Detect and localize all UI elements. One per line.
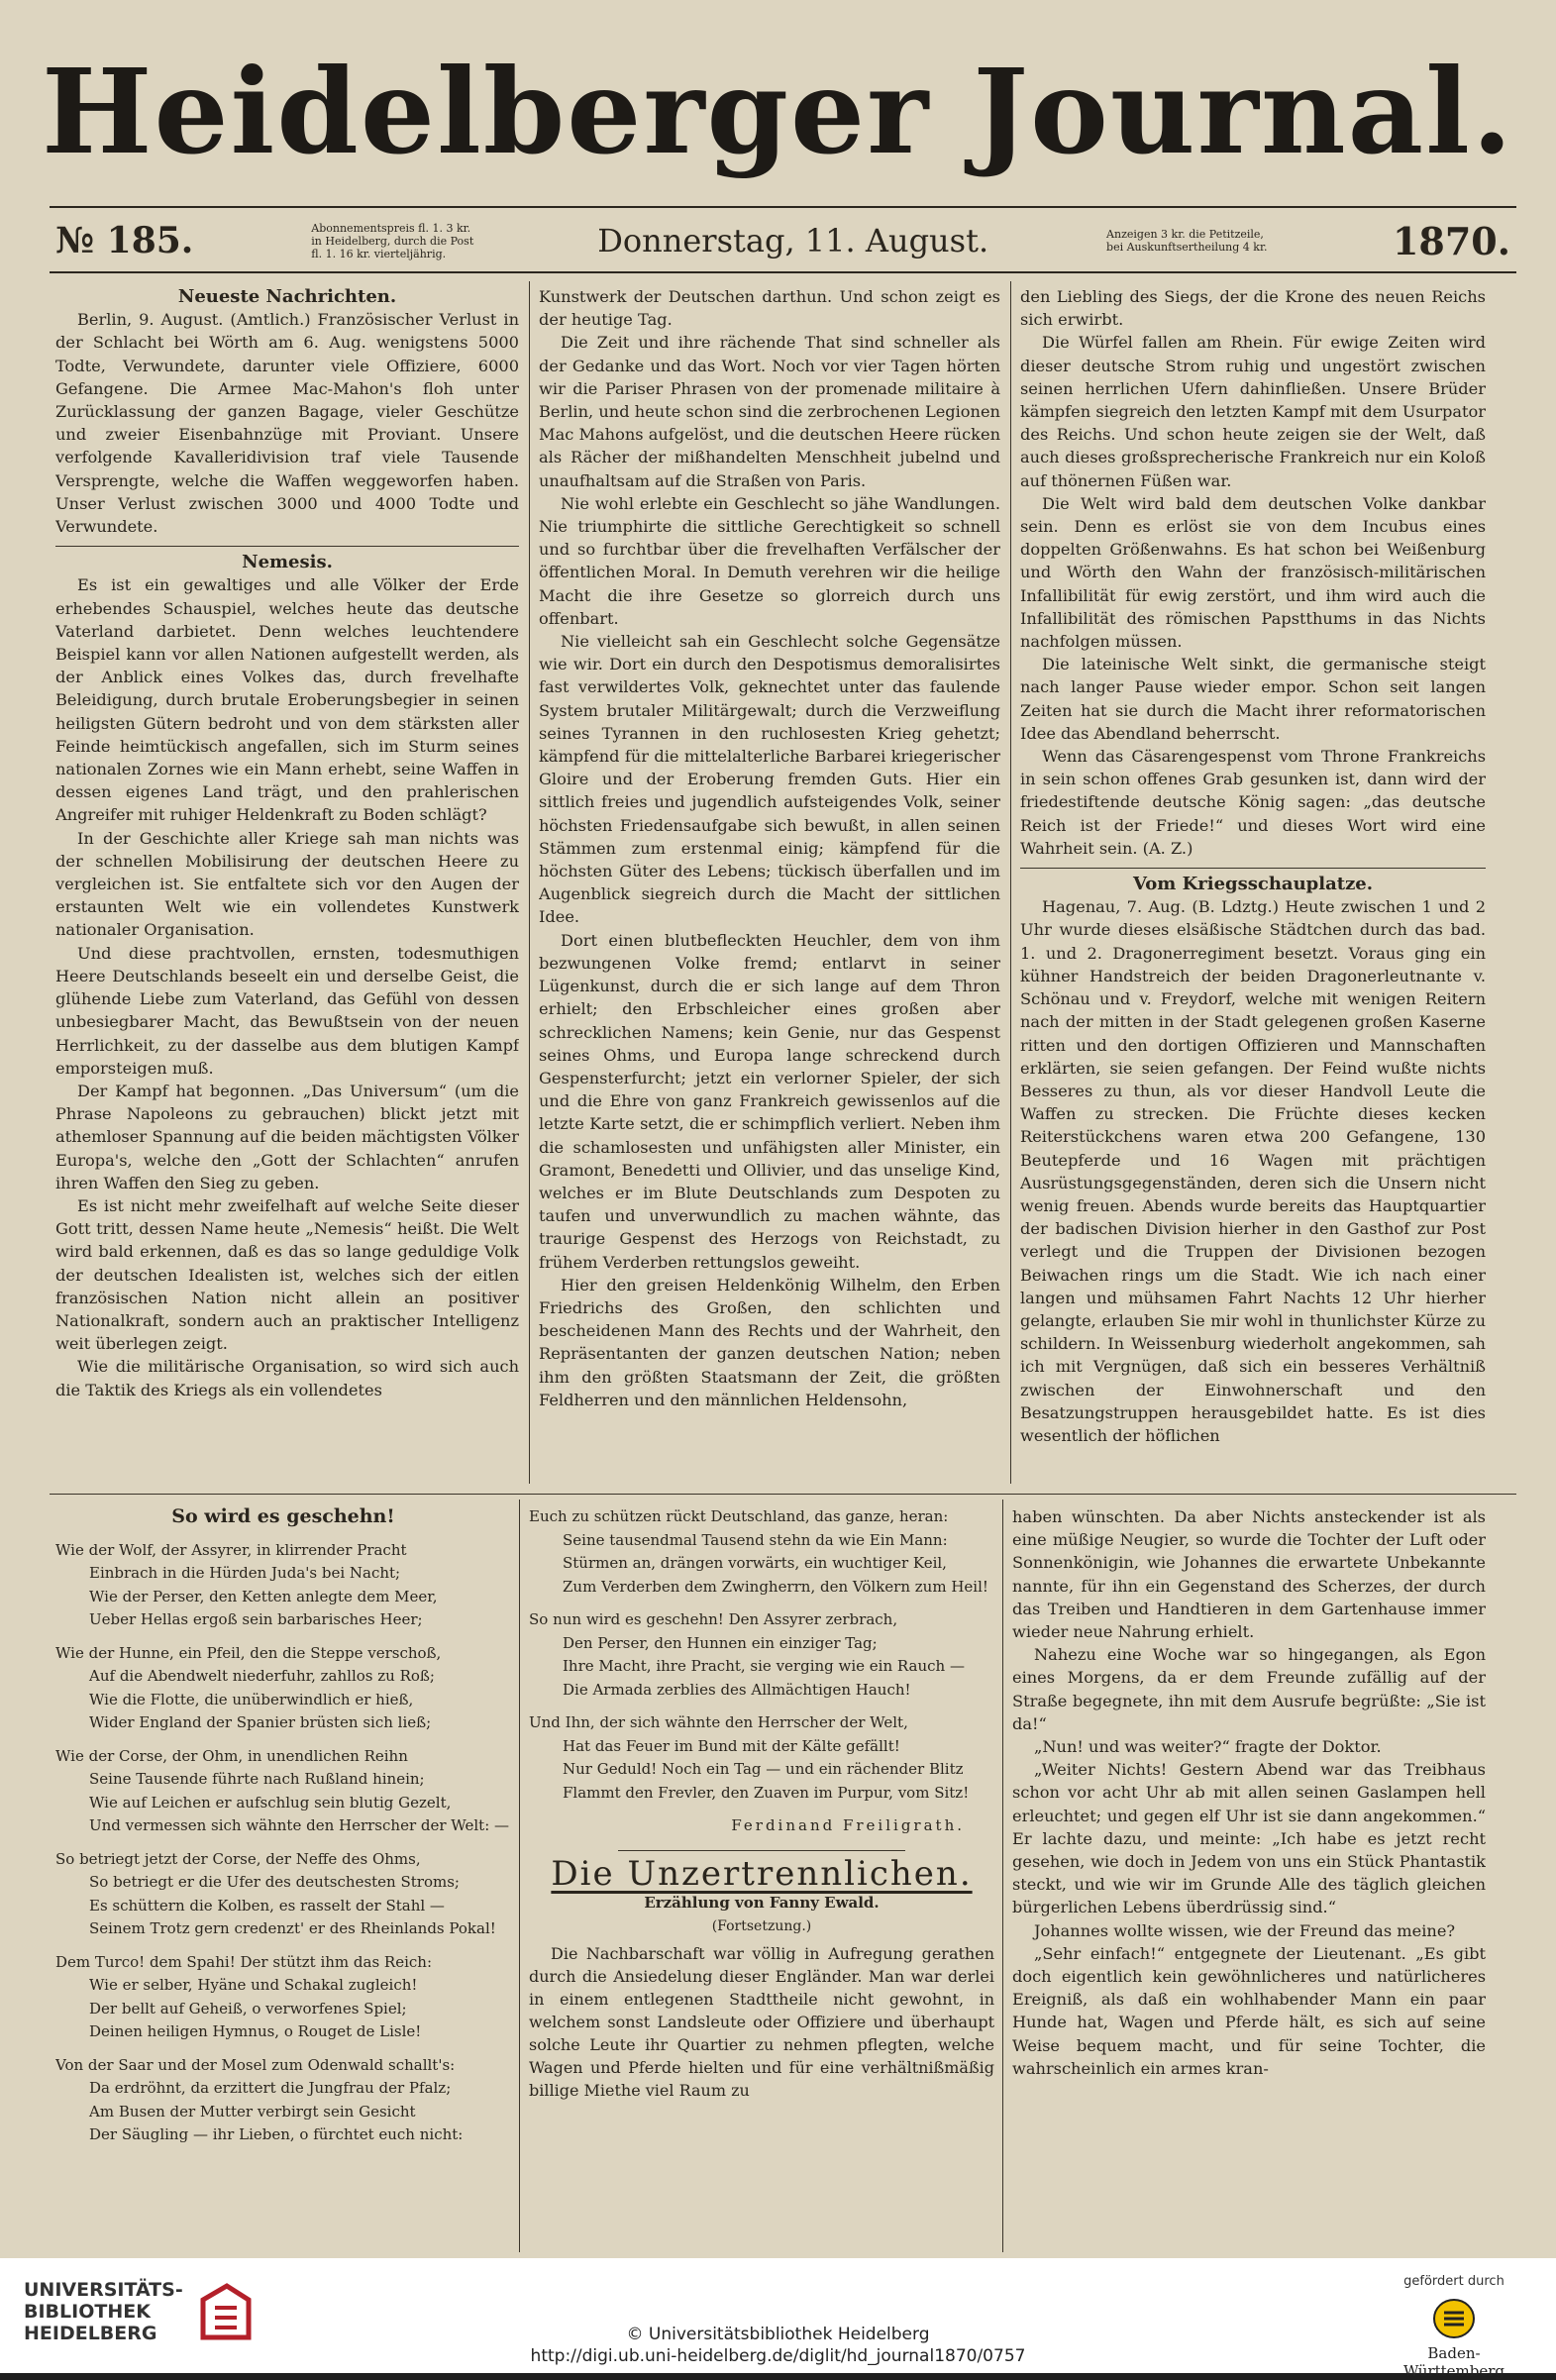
paragraph: Die Zeit und ihre rächende That sind schneller als der Gedanke und das Wort. Noch vor vier Tagen hörten wir die Pariser Phrasen von der promenade militaire à Berlin, und heute schon sind die zerbrochenen Legionen Mac Mahons aufgelöst, und die deutschen Heere rücken als Rächer der mißhandelten Menschheit jubelnd und unaufhaltsam auf die Straßen von Paris. [539,333,1000,490]
serial-continued: (Fortsetzung.) [711,1917,812,1934]
state-crest-icon [1430,2297,1478,2340]
poem-line: So betriegt er die Ufer des deutschesten Stroms; [89,1873,460,1891]
poem-line: Hat das Feuer im Bund mit der Kälte gefällt! [563,1736,900,1755]
ad-rates-note: Anzeigen 3 kr. die Petitzeile, bei Auskunftsertheilung 4 kr. [1106,228,1268,254]
issue-year: 1870. [1392,218,1510,263]
paragraph: Nahezu eine Woche war so hingegangen, als Egon eines Morgens, da er dem Freunde zufällig auf der Straße begegnete, ihn mit dem Ausrufe begrüßte: „Sie ist da!“ [1012,1645,1486,1733]
column-divider [519,1500,520,2252]
poem-line: Euch zu schützen rückt Deutschland, das ganze, heran: [529,1507,949,1525]
poem-column-2 [529,1505,994,2248]
sponsor-block [1380,2274,1528,2380]
column-6 [1012,1505,1486,2248]
paragraph: Es ist ein gewaltiges und alle Völker der Erde erhebendes Schauspiel, welches heute das deutsche Vaterland darbietet. Denn welches leuchtendere Beispiel kann vor allen Nationen aufgestellt werden, als der Anblick eines Volkes das, durch frevelhafte Beleidigung, durch brutale Eroberungsbegier in seinen heiligsten Gütern bedroht und von dem stärksten aller Feinde heimtückisch angefallen, sich im Sturm seines nationalen Zornes wie ein Mann erhebt, seine Waffen in dessen eigenes Land trägt, und den prahlerischen Angreifer mit ruhiger Heldenkraft zu Boden schlägt? [55,575,519,825]
copyright-text: © Universitätsbibliothek Heidelberg [626,2325,930,2344]
section-divider [618,1850,905,1851]
poem-line: So betriegt jetzt der Corse, der Neffe des Ohms, [55,1849,421,1868]
paragraph: Kunstwerk der Deutschen darthun. Und schon zeigt es der heutige Tag. [539,287,1000,330]
poem-stanza [55,1745,511,1838]
poem-line: Wie der Hunne, ein Pfeil, den die Steppe verschoß, [55,1643,442,1662]
section-divider [1020,868,1486,869]
poem-line: Seinem Trotz gern credenzt' er des Rheinlands Pokal! [89,1919,496,1937]
column-3 [1020,285,1486,1482]
paragraph: Und diese prachtvollen, ernsten, todesmuthigen Heere Deutschlands beseelt ein und derselbe Geist, die glühende Liebe zum Vaterland, das Gefühl von dessen unbesiegbarer Macht, das Bewußtsein von der neuen Herrlichkeit, zu der dasselbe aus dem blutigen Kampf emporsteigen muß. [55,943,519,1078]
sponsor-label: gefördert durch [1403,2274,1504,2289]
permalink-url[interactable]: http://digi.ub.uni-heidelberg.de/diglit/hd_journal1870/0757 [530,2346,1026,2366]
serial-title: Die Unzertrennlichen. [551,1853,973,1894]
poem-line: Wie die Flotte, die unüberwindlich er hieß, [89,1690,414,1708]
paragraph: Dort einen blutbefleckten Heuchler, dem von ihm bezwungenen Volke fremd; entlarvt in seiner Lügenkunst, durch die er sich lange auf dem Thron erhielt; den Erbschleicher eines großen aber schrecklichen Namens; kein Genie, nur das Gespenst seines Ohms, und Europa lange schreckend durch Gespensterfurcht; jetzt ein verlorner Spieler, der sich und die Ehre von ganz Frankreich gewissenlos auf die letzte Karte setzt, die er schimpflich verliert. Neben ihm die schamlosesten und unfähigsten aller Minister, ein Gramont, Benedetti und Ollivier, und das unselige Kind, welches er im Blute Deutschlands zum Despoten zu taufen und unverwundlich zu machen wähnte, das traurige Gespenst des Herzogs von Reichstadt, zu frühem Verderben rettungslos geweiht. [539,930,1000,1272]
poem-line: Deinen heiligen Hymnus, o Rouget de Lisle! [89,2022,422,2040]
paragraph: haben wünschten. Da aber Nichts ansteckender ist als eine müßige Neugier, so wurde die Tochter der Luft oder Sonnenkönigin, wie Johannes die erwartete Unbekannte nannte, für ihn ein Gegenstand des Scherzes, der durch das Treiben und Handtieren in dem Gartenhause immer wieder neue Nahrung erhielt. [1012,1507,1486,1642]
paragraph: Die Nachbarschaft war völlig in Aufregung gerathen durch die Ansiedelung dieser Engländer. Man war derlei in einem entlegenen Stadttheile nicht gewohnt, in welchem sonst Landsleute oder Offiziere und überhaupt solche Leute ihr Quartier zu nehmen pflegten, welche Wagen und Pferde hielten und für eine verhältnißmäßig billige Miethe viel Raum zu [529,1944,994,2100]
poem-line: Dem Turco! dem Spahi! Der stützt ihm das Reich: [55,1952,433,1971]
paragraph: Die lateinische Welt sinkt, die germanische steigt nach langer Pause wieder empor. Schon seit langen Zeiten hat sie durch die Macht ihrer reformatorischen Idee das Abendland beherrscht. [1020,655,1486,743]
poem-line: Da erdröhnt, da erzittert die Jungfrau der Pfalz; [89,2079,452,2097]
poem-stanza [55,1642,511,1735]
paragraph: Johannes wollte wissen, wie der Freund das meine? [1034,1920,1456,1940]
poem-stanzas [55,1539,511,2147]
masthead-title: Heidelberger Journal. [41,43,1515,180]
issue-info-bar [55,216,1510,265]
poem-stanza [529,1505,994,1599]
poem-line: Seine tausendmal Tausend stehn da wie Ein Mann: [563,1530,948,1549]
poem-line: Am Busen der Mutter verbirgt sein Gesicht [89,2102,416,2121]
column-divider [1002,1500,1003,2252]
paragraph: „Weiter Nichts! Gestern Abend war das Treibhaus schon vor acht Uhr ab mit allen seinen Gaslampen hell erleuchtet; und gegen elf Uhr ist sie dann angekommen.“ Er lachte dazu, und meinte: „Ich habe es jetzt recht gesehen, wie doch in Jedem von uns ein Stück Phantastik steckt, und wie wir im Grunde Alle des täglich gleichen bürgerlichen Lebens überdrüssig sind.“ [1012,1760,1486,1917]
poem-signature: Ferdinand Freiligrath. [731,1816,965,1834]
paragraph: Es ist nicht mehr zweifelhaft auf welche Seite dieser Gott tritt, dessen Name heute „Nemesis“ heißt. Die Welt wird bald erkennen, daß es das so lange geduldige Volk der deutschen Idealisten ist, welches sich der eitlen französischen Nation nicht allein an positiver Nationalkraft, sondern auch an praktischer Intelligenz weit überlegen zeigt. [55,1195,519,1354]
issue-date: Donnerstag, 11. August. [597,222,989,259]
library-name-line: BIBLIOTHEK [24,2301,151,2323]
poem-stanza [55,1848,511,1941]
poem-line: Von der Saar und der Mosel zum Odenwald schallt's: [55,2055,456,2074]
paragraph: Der Kampf hat begonnen. „Das Universum“ (um die Phrase Napoleons zu gebrauchen) blickt jetzt mit athemloser Spannung auf die beiden mächtigsten Völker Europa's, welche den „Gott der Schlachten“ anrufen ihren Waffen den Sieg zu geben. [55,1081,519,1192]
paragraph: Nie wohl erlebte ein Geschlecht so jähe Wandlungen. Nie triumphirte die sittliche Gerechtigkeit so schnell und so furchtbar über die frevelhaften Verfälscher der öffentlichen Moral. In Demuth verehren wir die heilige Macht die ihre Gesetze so glorreich durch uns offenbart. [539,493,1000,628]
poem-stanza [529,1711,994,1805]
paragraph: Hier den greisen Heldenkönig Wilhelm, den Erben Friedrichs des Großen, den schlichten und bescheidenen Mann des Rechts und der Wahrheit, den Repräsentanten der ganzen deutschen Nation; neben ihm den größten Staatsmann der Zeit, die größten Feldherren und den männlichen Heldensohn, [539,1275,1000,1409]
info-bottom-rule [50,271,1516,273]
poem-line: So nun wird es geschehn! Den Assyrer zerbrach, [529,1610,898,1628]
column-divider [1010,281,1011,1484]
poem-line: Der Säugling — ihr Lieben, o fürchtet euch nicht: [89,2125,464,2143]
poem-line: Wie er selber, Hyäne und Schakal zugleich! [89,1976,418,1994]
column-divider [529,281,530,1484]
library-name-line: HEIDELBERG [24,2323,157,2344]
paragraph: „Nun! und was weiter?“ fragte der Doktor. [1034,1737,1382,1757]
serial-subtitle: Erzählung von Fanny Ewald. [644,1894,880,1912]
issue-number: № 185. [55,220,194,261]
section-heading-nemesis: Nemesis. [242,552,333,573]
poem-line: Und vermessen sich wähnte den Herrscher der Welt: — [89,1816,510,1834]
paragraph: Die Würfel fallen am Rhein. Für ewige Zeiten wird dieser deutsche Strom ruhig und ungestört zwischen seinen herrlichen Ufern dahinfließen. Unsere Brüder kämpfen siegreich den letzten Kampf mit dem Usurpator des Reichs. Und schon heute zeigen sie der Welt, daß auch dieses großsprecherische Frankreich nur ein Koloß auf thönernen Füßen war. [1020,333,1486,490]
paragraph: Wenn das Cäsarengespenst vom Throne Frankreichs in sein schon offenes Grab gesunken ist, dann wird der friedestiftende deutsche König sagen: „das deutsche Reich ist der Friede!“ und dieses Wort wird eine Wahrheit sein. (A. Z.) [1020,747,1486,858]
poem-line: Wie der Corse, der Ohm, in unendlichen Reihn [55,1746,408,1765]
poem-line: Einbrach in die Hürden Juda's bei Nacht; [89,1564,401,1582]
poem-column-1 [55,1505,511,2248]
viewer-footer [0,2258,1556,2380]
poem-line: Die Armada zerblies des Allmächtigen Hauch! [563,1680,911,1699]
poem-line: Ihre Macht, ihre Pracht, sie verging wie ein Rauch — [563,1657,965,1675]
poem-line: Seine Tausende führte nach Rußland hinein; [89,1770,425,1788]
poem-stanzas [529,1505,994,1805]
section-divider [55,546,519,547]
paragraph: „Sehr einfach!“ entgegnete der Lieutenant. „Es gibt doch eigentlich kein gewöhnlicheres und natürlicheres Ereigniß, als daß ein wohlhabender Mann ein paar Hunde hat, Wagen und Pferde hält, es sich auf seine Weise bequem macht, und für seine Tochter, die wahrscheinlich ein armes kran- [1012,1943,1486,2078]
paragraph: Berlin, 9. August. (Amtlich.) Französischer Verlust in der Schlacht bei Wörth am 6. Aug. wenigstens 5000 Todte, Verwundete, darunter viele Offiziere, 6000 Gefangene. Die Armee Mac-Mahon's floh unter Zurücklassung der ganzen Bagage, vieler Geschütze und zweier Eisenbahnzüge mit Proviant. Unsere verfolgende Kavalleridivision traf viele Tausende Versprengte, welche die Waffen weggeworfen haben. Unser Verlust zwischen 3000 und 4000 Todte und Verwundete. [55,310,519,537]
section-heading-war: Vom Kriegsschauplatze. [1132,874,1374,895]
poem-line: Wie auf Leichen er aufschlug sein blutig Gezelt, [89,1793,452,1811]
column-2 [539,285,1000,1482]
poem-stanza [55,1951,511,2044]
poem-line: Nur Geduld! Noch ein Tag — und ein rächender Blitz [563,1760,964,1778]
poem-stanza [55,2054,511,2147]
poem-line: Den Perser, den Hunnen ein einziger Tag; [563,1633,878,1652]
subscription-note: Abonnementspreis fl. 1. 3 kr. in Heidelberg, durch die Post fl. 1. 16 kr. vierteljährig. [311,221,474,260]
paragraph: Wie die militärische Organisation, so wird sich auch die Taktik des Kriegs als ein vollendetes [55,1357,519,1399]
poem-line: Auf die Abendwelt niederfuhr, zahllos zu Roß; [89,1667,435,1685]
poem-title: So wird es geschehn! [171,1505,395,1527]
paragraph: den Liebling des Siegs, der die Krone des neuen Reichs sich erwirbt. [1020,287,1486,330]
column-1 [55,285,519,1482]
poem-line: Und Ihn, der sich wähnte den Herrscher der Welt, [529,1713,908,1731]
paragraph: Nie vielleicht sah ein Geschlecht solche Gegensätze wie wir. Dort ein durch den Despotismus demoralisirtes fast verwildertes Volk, geknechtet unter das faulende System brutaler Militärgewalt; durch die Verzweiflung seines Tyrannen in den ruchlosesten Krieg gehetzt; kämpfend für die mittelalterliche Barbarei kriegerischer Gloire und der Eroberung fremden Guts. Hier ein sittlich freies und jugendlich aufsteigendes Volk, seiner höchsten Friedensaufgabe sich bewußt, in allen seinen Stämmen zum erstenmal einig; kämpfend für die höchsten Güter des Lebens; tückisch überfallen und im Augenblick siegreich durch die Macht der sittlichen Idee. [539,632,1000,927]
paragraph: Die Welt wird bald dem deutschen Volke dankbar sein. Denn es erlöst sie von dem Incubus eines doppelten Größenwahns. Es hat schon bei Weißenburg und Wörth den Wahn der französisch-militärischen Infallibilität für ewig zerstört, und ihm wird auch die Infallibilität des römischen Papstthums in das Nichts nachfolgen müssen. [1020,493,1486,652]
poem-line: Wie der Perser, den Ketten anlegte dem Meer, [89,1587,438,1605]
poem-line: Wie der Wolf, der Assyrer, in klirrender Pracht [55,1540,407,1559]
copyright-block [0,2324,1556,2367]
poem-line: Stürmen an, drängen vorwärts, ein wuchtiger Keil, [563,1554,947,1572]
feuilleton-rule [50,1494,1516,1495]
library-name-line: UNIVERSITÄTS- [24,2279,183,2301]
poem-stanza [529,1608,994,1702]
top-rule [50,206,1516,208]
poem-line: Der bellt auf Geheiß, o verworfenes Spiel; [89,1999,407,2018]
paragraph: In der Geschichte aller Kriege sah man nichts was der schnellen Mobilisirung der deutschen Heere zu vergleichen ist. Sie entfaltete sich vor den Augen der erstaunten Welt wie ein vollendetes Kunstwerk nationaler Organisation. [55,828,519,940]
poem-line: Wider England der Spanier brüsten sich ließ; [89,1713,432,1731]
poem-stanza [55,1539,511,1632]
sponsor-name: Baden-Württemberg [1402,2344,1505,2380]
poem-line: Ueber Hellas ergoß sein barbarisches Heer; [89,1610,423,1628]
poem-line: Flammt den Frevler, den Zuaven im Purpur, vom Sitz! [563,1783,970,1802]
section-heading-news: Neueste Nachrichten. [177,286,397,307]
poem-line: Zum Verderben dem Zwingherrn, den Völkern zum Heil! [563,1577,988,1596]
paragraph: Hagenau, 7. Aug. (B. Ldztg.) Heute zwischen 1 und 2 Uhr wurde dieses elsäßische Städtchen durch das bad. 1. und 2. Dragonerregiment besetzt. Voraus ging ein kühner Handstreich der beiden Dragonerleutnante v. Schönau und v. Freydorf, welche mit wenigen Reitern nach der mitten in der Stadt gelegenen großen Kaserne ritten und den dortigen Offizieren und Mannschaften erklärten, sie seien gefangen. Der Feind wußte nichts Besseres zu thun, als vor dieser Handvoll Leute die Waffen zu strecken. Die Früchte dieses kecken Reiterstückchens waren etwa 200 Gefangene, 130 Beutepferde und 16 Wagen mit prächtigen Ausrüstungsgegenständen, deren sich die Unsern nicht wenig freuen. Abends wurde bereits das Hauptquartier der badischen Division hierher in den Gasthof zur Post verlegt und die Truppen der Divisionen bezogen Beiwachen rings um die Stadt. Wie ich nach einer langen und mühsamen Fahrt Nachts 12 Uhr hierher gelangte, erlauben Sie mir wohl in thunlichster Kürze zu schildern. In Weissenburg wiederholt angekommen, sah ich mit Vergnügen, daß sich ein besseres Verhältniß zwischen der Einwohnerschaft und den Besatzungstruppen herausgebildet hatte. Es ist dies wesentlich der höflichen [1020,897,1486,1445]
poem-line: Es schüttern die Kolben, es rasselt der Stahl — [89,1896,445,1914]
